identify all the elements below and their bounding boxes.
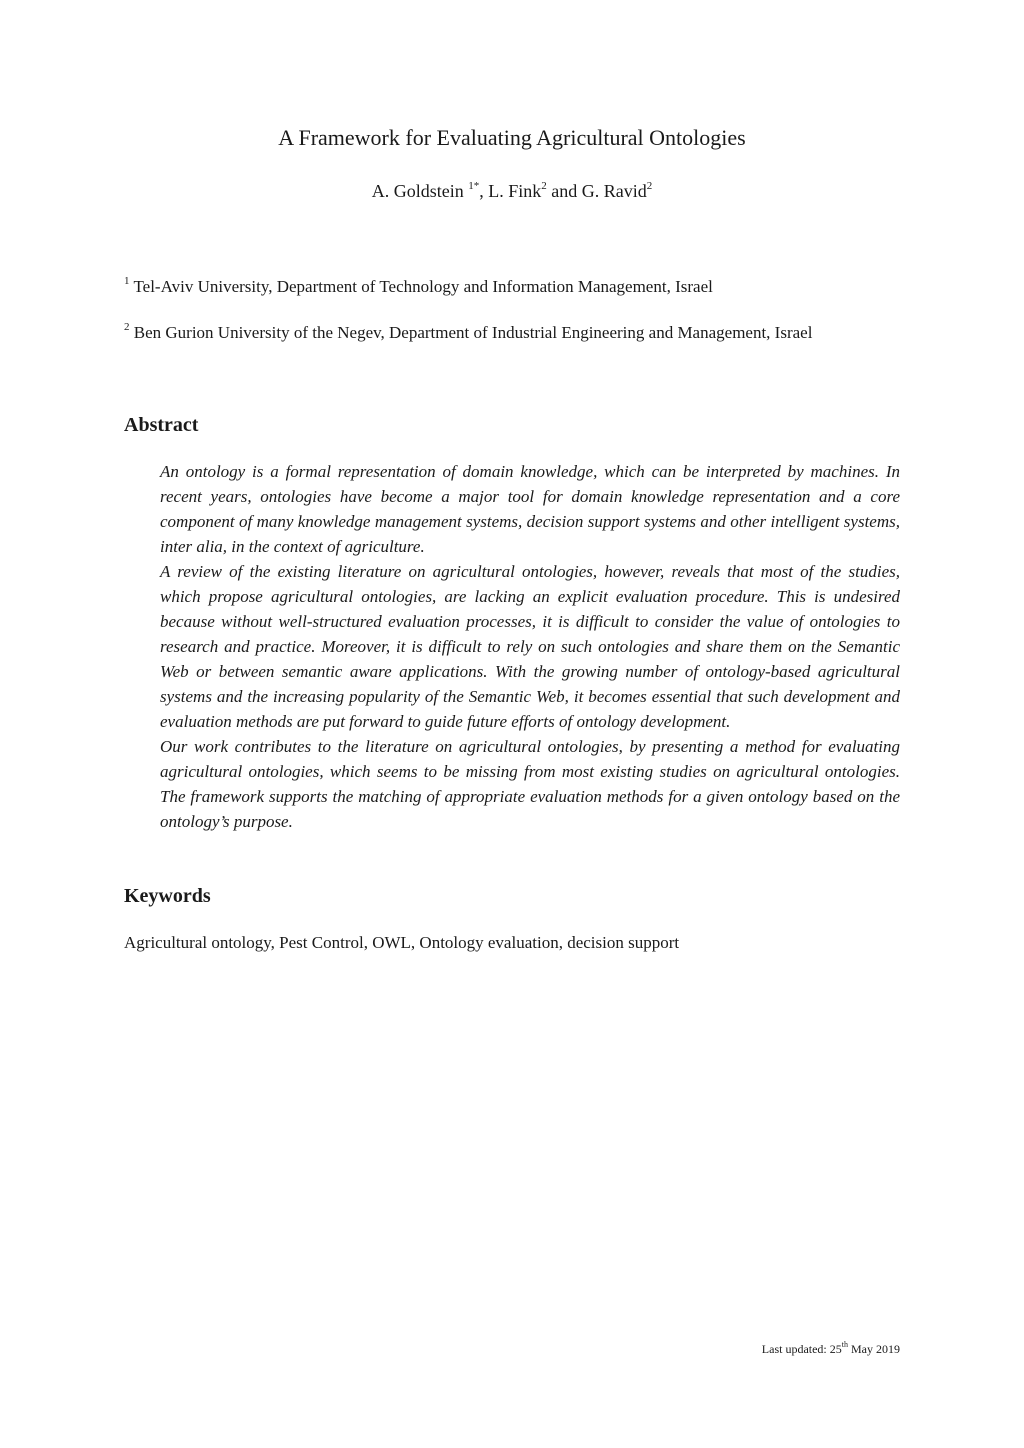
abstract-body	[160, 459, 900, 834]
author-list	[0, 178, 1024, 204]
abstract-paragraph: Our work contributes to the literature on agricultural ontologies, by presenting a method for evaluating agricultural ontologies, which seems to be missing from most existing studies on agricultural ontologies. The framework supports the matching of appropriate evaluation methods for a given ontology based on the ontology’s purpose.	[160, 737, 900, 831]
keywords-heading: Keywords	[124, 885, 211, 907]
affiliation-number: 1	[124, 275, 130, 288]
author-name: G. Ravid	[581, 181, 647, 201]
last-updated-suffix: May 2019	[848, 1342, 900, 1356]
author-separator: and	[546, 181, 582, 201]
author-name: L. Fink	[488, 181, 542, 201]
abstract-paragraph: An ontology is a formal representation of domain knowledge, which can be interpreted by machines. In recent years, ontologies have become a major tool for domain knowledge representation and a core component of many knowledge management systems, decision support systems and other intelligent systems, inter alia, in the context of agriculture.	[160, 462, 900, 556]
author-name: A. Goldstein	[371, 181, 464, 201]
affiliation-1	[124, 275, 924, 299]
author-separator: ,	[479, 181, 489, 201]
affiliation-text: Tel-Aviv University, Department of Technology and Information Management, Israel	[133, 277, 713, 296]
affiliation-marker: 2	[541, 180, 547, 192]
affiliation-marker: 1*	[468, 180, 480, 192]
date-ordinal: th	[841, 1340, 848, 1349]
keywords-list: Agricultural ontology, Pest Control, OWL, Ontology evaluation, decision support	[124, 933, 680, 952]
last-updated-prefix: Last updated: 25	[761, 1342, 842, 1356]
abstract-paragraph: A review of the existing literature on agricultural ontologies, however, reveals that most of the studies, which propose agricultural ontologies, are lacking an explicit evaluation procedure. This is undesired because without well-structured evaluation processes, it is difficult to consider the value of ontologies to research and practice. Moreover, it is difficult to rely on such ontologies and share them on the Semantic Web or between semantic aware applications. With the growing number of ontology-based agricultural systems and the increasing popularity of the Semantic Web, it becomes essential that such development and evaluation methods are put forward to guide future efforts of ontology development.	[160, 562, 900, 731]
affiliation-2	[124, 321, 924, 345]
affiliation-marker: 2	[646, 180, 653, 192]
last-updated-note	[762, 1341, 900, 1357]
affiliation-number: 2	[124, 321, 130, 334]
affiliation-text: Ben Gurion University of the Negev, Department of Industrial Engineering and Management, Israel	[133, 323, 813, 342]
abstract-heading: Abstract	[124, 414, 199, 436]
paper-title: A Framework for Evaluating Agricultural Ontologies	[278, 125, 746, 150]
